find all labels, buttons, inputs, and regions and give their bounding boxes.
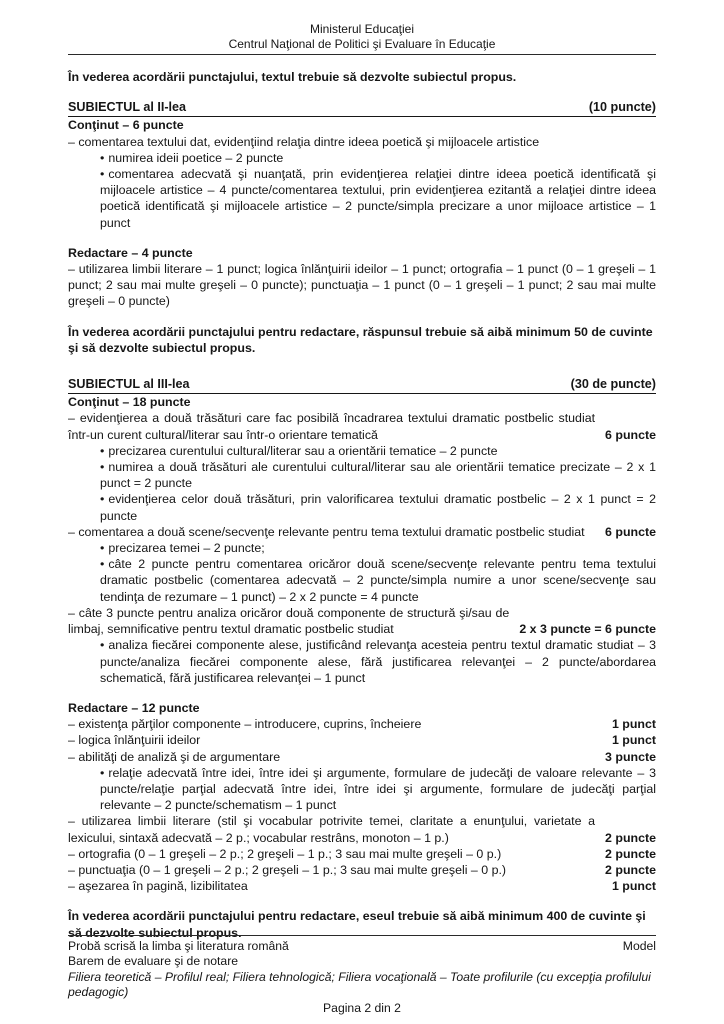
list-item-text: comentarea adecvată şi nuanţată, prin evidenţierea relaţiei dintre ideea poetică identificată şi mijloacele artistice – 4 puncte/comentarea textului, prin evidenţierea ezitantă a relaţiei dintre ideea poetică identificată şi mijloacele artistice – 2 puncte/simpla precizare a unor mijloace artistice – 1 punct <box>100 167 656 230</box>
bullet-icon: • <box>100 765 105 780</box>
criterion-text: – comentarea a două scene/secvenţe relevante pentru tema textului dramatic postbelic studiat <box>68 524 585 539</box>
document-footer <box>68 935 656 1017</box>
document-header <box>68 22 656 52</box>
footer-divider <box>68 935 656 936</box>
bullet-icon: • <box>100 150 105 165</box>
subject2-redaction-text: – utilizarea limbii literare – 1 punct; logica înlănţuirii ideilor – 1 punct; ortografia – 1 punct (0 – 1 greşeli – 1 punct; 2 sau mai multe greşeli – 0 puncte); punctuaţia – 1 punct (0 – 1 greşeli – 1 punct; 2 sau mai multe greşeli – 0 puncte) <box>68 262 656 309</box>
subject2-item: – comentarea textului dat, evidenţiind relaţia dintre ideea poetică şi mijloacele artistice <box>68 134 540 149</box>
criterion-score: 1 punct <box>611 879 656 894</box>
criterion-text: – logica înlănţuirii ideilor <box>68 733 201 748</box>
list-item-text: analiza fiecărei componente alese, justificând relevanţa acesteia pentru textul dramatic studiat – 3 puncte/analiza fiecărei componente alese, fără justificarea relevanţei – 2 puncte/abordarea schematică, fără justificarea relevanţei – 1 punct <box>100 638 656 685</box>
criterion-score: 3 puncte <box>605 749 656 764</box>
footer-doc-type: Barem de evaluare şi de notare <box>68 954 239 968</box>
criterion-row <box>68 524 656 540</box>
list-item-text: relaţie adecvată între idei, între idei şi argumente, formulare de judecăţi de valoare relevante – 3 puncte/relaţie parţial adecvată între idei, între idei şi argumente, formulare de judecăţi parţial relevante – 2 puncte/schematism – 1 punct <box>100 765 656 813</box>
subject3-points: (30 de puncte) <box>570 377 656 392</box>
criterion-text: – ortografia (0 – 1 greşeli – 2 p.; 2 greşeli – 1 p.; 3 sau mai multe greşeli – 0 p.) <box>68 846 502 861</box>
footer-row <box>68 939 656 955</box>
footer-filiera: Filiera teoretică – Profilul real; Filiera tehnologică; Filiera vocaţională – Toate profilurile (cu excepţia profilului pedagogic) <box>68 969 651 999</box>
criterion-score: 2 puncte <box>605 862 656 877</box>
list-item-text: câte 2 puncte pentru comentarea oricăror două scene/secvenţe relevante pentru tema textului dramatic postbelic (comentarea adecvată – 2 puncte/simpla numire a unor scene/secvenţe sau tendinţa de rezumare – 1 punct) – 2 x 2 puncte = 4 puncte <box>100 557 656 604</box>
footer-exam-name: Probă scrisă la limba şi literatura română <box>68 938 289 953</box>
subject3-heading <box>68 376 656 394</box>
subject2-heading <box>68 99 656 117</box>
intro-note: În vederea acordării punctajului, textul trebuie să dezvolte subiectul propus. <box>68 70 517 84</box>
bullet-icon: • <box>100 557 105 572</box>
bullet-icon: • <box>100 541 105 556</box>
subject2-content-heading: Conţinut – 6 puncte <box>68 118 184 133</box>
subject3-content-heading: Conţinut – 18 puncte <box>68 395 191 410</box>
criterion-text: – utilizarea limbii literare (stil şi vocabular potrivite temei, claritate a enunţului, varietate a lexicului, sintaxă adecvată – 2 p.; vocabular restrâns, monoton – 1 p.) <box>68 814 596 845</box>
list-item-text: precizarea curentului cultural/literar sau a orientării tematice – 2 puncte <box>108 443 498 458</box>
bullet-icon: • <box>100 492 105 507</box>
criterion-text: – evidenţierea a două trăsături care fac posibilă încadrarea textului dramatic postbelic studiat într-un curent cultural/literar sau într-o orientare tematică <box>68 411 596 442</box>
subject2-redaction-heading: Redactare – 4 puncte <box>68 245 193 260</box>
criterion-score: 2 puncte <box>605 846 656 861</box>
bullet-icon: • <box>100 638 105 653</box>
list-item <box>100 459 656 491</box>
header-divider <box>68 54 656 55</box>
list-item <box>100 540 656 556</box>
criterion-row <box>68 749 656 765</box>
list-item <box>100 491 656 523</box>
subject2-note: În vederea acordării punctajului pentru redactare, răspunsul trebuie să aibă minimum 50 de cuvinte şi să dezvolte subiectul propus. <box>68 324 653 355</box>
list-item-text: evidenţierea celor două trăsături, prin valorificarea textului dramatic postbelic – 2 x 1 punct = 2 puncte <box>100 492 656 523</box>
criterion-score: 1 punct <box>611 733 656 748</box>
subject3-note: În vederea acordării punctajului pentru redactare, eseul trebuie să aibă minimum 400 de cuvinte şi să dezvolte subiectul propus. <box>68 909 646 940</box>
list-item-text: numirea ideii poetice – 2 puncte <box>108 150 284 165</box>
criterion-score: 2 puncte <box>605 830 656 845</box>
criterion-text: – existenţa părţilor componente – introducere, cuprins, încheiere <box>68 717 422 732</box>
center-name: Centrul Naţional de Politici şi Evaluare în Educaţie <box>228 37 496 51</box>
subject3-title: SUBIECTUL al III-lea <box>68 377 190 392</box>
list-item <box>100 443 656 459</box>
bullet-icon: • <box>100 460 105 475</box>
list-item-text: precizarea temei – 2 puncte; <box>108 541 265 556</box>
criterion-row <box>68 878 656 894</box>
footer-variant-label: Model <box>622 938 656 953</box>
subject2-points: (10 puncte) <box>588 100 656 115</box>
criterion-row <box>68 716 656 732</box>
bullet-icon: • <box>100 443 105 458</box>
list-item <box>100 166 656 231</box>
criterion-score: 2 x 3 puncte = 6 puncte <box>519 622 656 637</box>
criterion-score: 6 puncte <box>605 524 656 539</box>
footer-page-indicator: Pagina 2 din 2 <box>323 1000 401 1015</box>
criterion-row <box>68 813 656 845</box>
criterion-text: – aşezarea în pagină, lizibilitatea <box>68 879 248 894</box>
list-item <box>100 637 656 686</box>
bullet-icon: • <box>100 167 105 182</box>
criterion-row <box>68 410 656 442</box>
list-item <box>100 150 656 166</box>
subject2-title: SUBIECTUL al II-lea <box>68 100 187 115</box>
criterion-row <box>68 862 656 878</box>
criterion-score: 6 puncte <box>605 427 656 442</box>
subject3-redaction-heading: Redactare – 12 puncte <box>68 700 200 715</box>
list-item-text: numirea a două trăsături ale curentului cultural/literar sau ale orientării tematice precizate – 2 x 1 punct = 2 puncte <box>100 460 656 491</box>
list-item <box>100 765 656 814</box>
criterion-row <box>68 732 656 748</box>
criterion-text: – abilităţi de analiză şi de argumentare <box>68 749 281 764</box>
criterion-text: – câte 3 puncte pentru analiza oricăror două componente de structură şi/sau de limbaj, semnificative pentru textul dramatic postbelic studiat <box>68 605 510 637</box>
ministry-name: Ministerul Educaţiei <box>309 22 415 36</box>
list-item <box>100 556 656 605</box>
criterion-score: 1 punct <box>611 717 656 732</box>
criterion-row <box>68 605 656 637</box>
criterion-text: – punctuaţia (0 – 1 greşeli – 2 p.; 2 greşeli – 1 p.; 3 sau mai multe greşeli – 0 p.) <box>68 862 507 877</box>
criterion-row <box>68 846 656 862</box>
